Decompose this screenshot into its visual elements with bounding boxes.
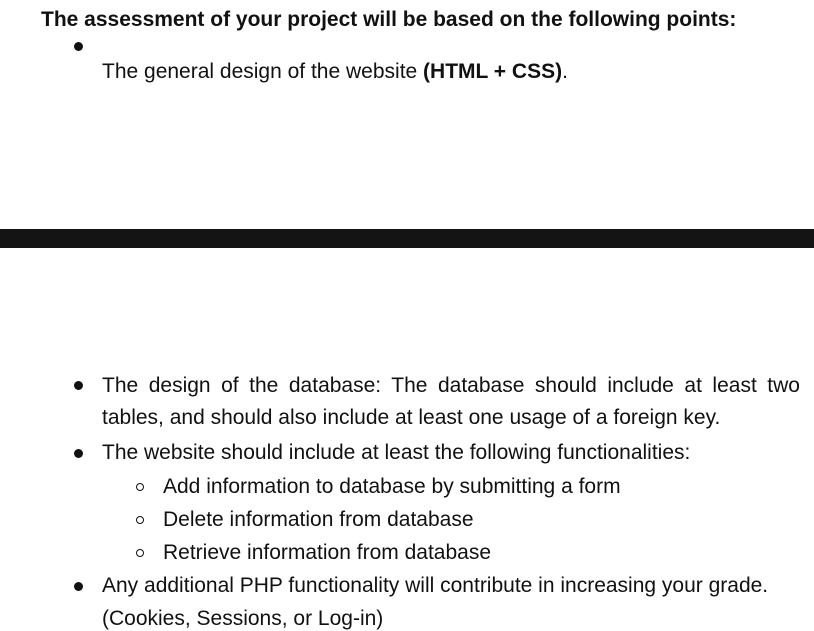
bullet-bold-text: (HTML + CSS) (423, 60, 563, 83)
sub-item-add-text: Add information to database by submitting a form (163, 475, 621, 498)
bullet-database-line1: The design of the database: The database should include at least two (102, 374, 800, 397)
sub-item-delete-text: Delete information from database (163, 508, 474, 531)
sub-item-retrieve-text: Retrieve information from database (163, 541, 491, 564)
bullet-dot-icon (74, 582, 83, 591)
bullet-database-line2: tables, and should also include at least one usage of a foreign key. (102, 406, 721, 429)
circle-bullet-icon (136, 549, 144, 557)
bullet-dot-icon (74, 381, 83, 390)
bullet-php-line1: Any additional PHP functionality will contribute in increasing your grade. (102, 574, 769, 597)
circle-bullet-icon (136, 483, 144, 491)
assessment-heading: The assessment of your project will be based on the following points: (41, 8, 737, 31)
bullet-dot-icon (74, 42, 83, 51)
scroll-edge-mark (804, 229, 814, 248)
bullet-trailing-text: . (562, 60, 568, 83)
bullet-text: The general design of the website (102, 60, 424, 83)
bullet-functionalities-text: The website should include at least the following functionalities: (102, 441, 691, 464)
page-break-bar (0, 229, 814, 248)
bullet-dot-icon (74, 449, 83, 458)
bullet-php-line2: (Cookies, Sessions, or Log-in) (102, 607, 384, 630)
bullet-general-design-text (102, 60, 568, 84)
circle-bullet-icon (136, 516, 144, 524)
